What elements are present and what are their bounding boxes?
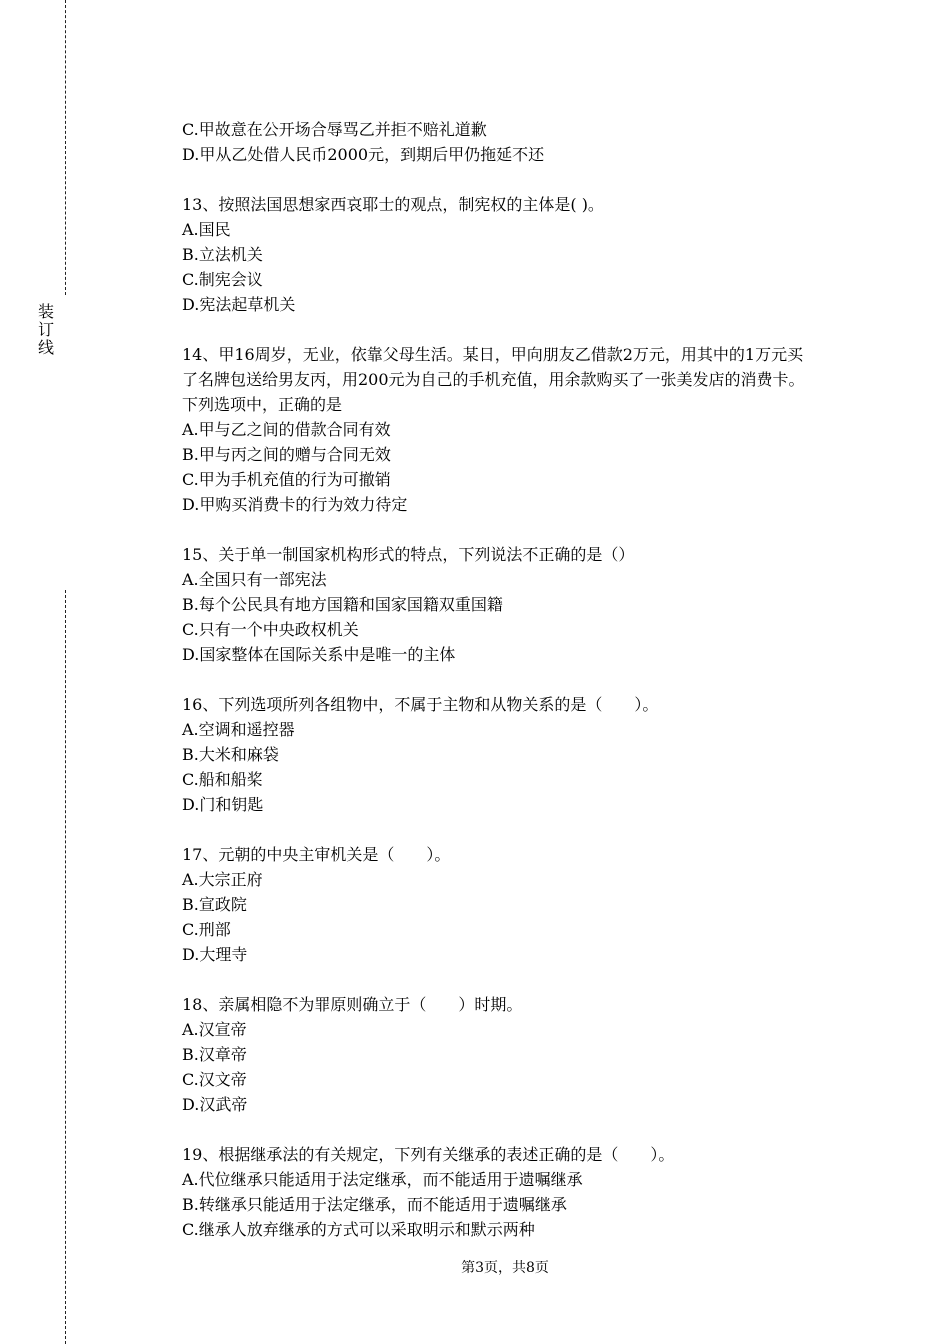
- answer-option: D.国家整体在国际关系中是唯一的主体: [182, 645, 456, 664]
- answer-option: B.每个公民具有地方国籍和国家国籍双重国籍: [182, 595, 503, 614]
- answer-option: C.汉文帝: [182, 1070, 247, 1089]
- paragraph-gap: [182, 167, 842, 192]
- question-stem: 13、按照法国思想家西哀耶士的观点，制宪权的主体是( )。: [182, 195, 604, 214]
- answer-option: A.空调和遥控器: [182, 720, 295, 739]
- text-line: 下列选项中，正确的是: [182, 395, 343, 414]
- question-stem: 18、亲属相隐不为罪原则确立于（ ）时期。: [182, 995, 523, 1014]
- answer-option: A.全国只有一部宪法: [182, 570, 327, 589]
- question-stem: 16、下列选项所列各组物中，不属于主物和从物关系的是（ ）。: [182, 695, 659, 714]
- answer-option: D.甲从乙处借人民币2000元，到期后甲仍拖延不还: [182, 145, 545, 164]
- question-stem: 14、甲16周岁，无业，依靠父母生活。某日，甲向朋友乙借款2万元，用其中的1万元买: [182, 345, 804, 364]
- answer-option: C.继承人放弃继承的方式可以采取明示和默示两种: [182, 1220, 535, 1239]
- answer-option: D.汉武帝: [182, 1095, 248, 1114]
- answer-option: C.制宪会议: [182, 270, 263, 289]
- answer-option: B.大米和麻袋: [182, 745, 279, 764]
- binding-dashed-line-top: [65, 0, 66, 295]
- answer-option: D.大理寺: [182, 945, 248, 964]
- answer-option: B.宣政院: [182, 895, 247, 914]
- paragraph-gap: [182, 667, 842, 692]
- answer-option: A.汉宣帝: [182, 1020, 247, 1039]
- binding-char: 线: [37, 338, 54, 357]
- answer-option: C.刑部: [182, 920, 231, 939]
- paragraph-gap: [182, 817, 842, 842]
- answer-option: A.国民: [182, 220, 231, 239]
- question-stem: 15、关于单一制国家机构形式的特点，下列说法不正确的是（）: [182, 545, 635, 564]
- paragraph-gap: [182, 517, 842, 542]
- answer-option: B.转继承只能适用于法定继承，而不能适用于遗嘱继承: [182, 1195, 567, 1214]
- answer-option: A.大宗正府: [182, 870, 263, 889]
- answer-option: D.门和钥匙: [182, 795, 264, 814]
- answer-option: C.甲为手机充值的行为可撤销: [182, 470, 391, 489]
- binding-dashed-line-bottom: [65, 590, 66, 1344]
- answer-option: C.只有一个中央政权机关: [182, 620, 359, 639]
- answer-option: B.立法机关: [182, 245, 263, 264]
- paragraph-gap: [182, 317, 842, 342]
- question-content: [182, 117, 842, 1242]
- binding-char: 订: [37, 320, 54, 339]
- answer-option: C.甲故意在公开场合辱骂乙并拒不赔礼道歉: [182, 120, 487, 139]
- answer-option: B.甲与丙之间的赠与合同无效: [182, 445, 391, 464]
- answer-option: A.代位继承只能适用于法定继承，而不能适用于遗嘱继承: [182, 1170, 583, 1189]
- binding-label: [37, 303, 55, 357]
- paragraph-gap: [182, 1117, 842, 1142]
- answer-option: A.甲与乙之间的借款合同有效: [182, 420, 391, 439]
- question-stem: 17、元朝的中央主审机关是（ ）。: [182, 845, 451, 864]
- answer-option: D.甲购买消费卡的行为效力待定: [182, 495, 408, 514]
- text-line: 了名牌包送给男友丙，用200元为自己的手机充值，用余款购买了一张美发店的消费卡。: [182, 370, 805, 389]
- binding-char: 装: [37, 302, 54, 321]
- answer-option: D.宪法起草机关: [182, 295, 296, 314]
- answer-option: C.船和船桨: [182, 770, 263, 789]
- page-footer: 第3页，共8页: [461, 1260, 549, 1276]
- paragraph-gap: [182, 967, 842, 992]
- question-stem: 19、根据继承法的有关规定，下列有关继承的表述正确的是（ ）。: [182, 1145, 675, 1164]
- answer-option: B.汉章帝: [182, 1045, 247, 1064]
